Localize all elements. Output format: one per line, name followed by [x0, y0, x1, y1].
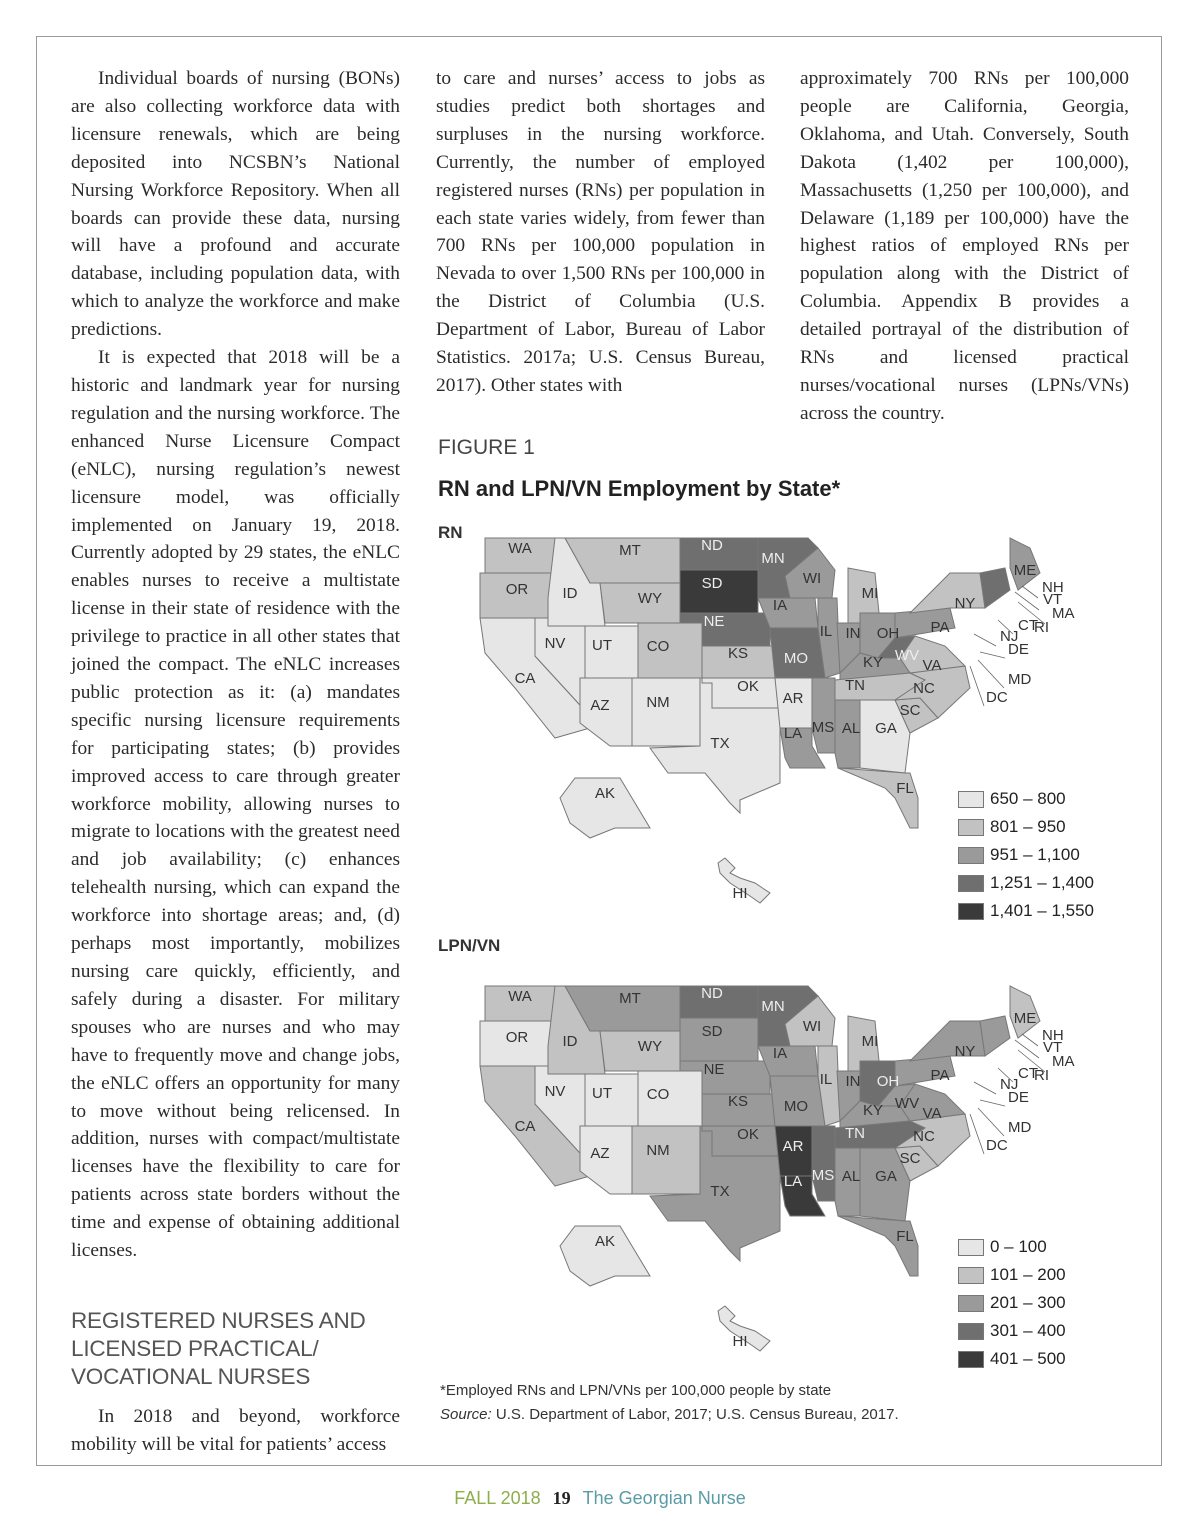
state-label-la: LA [783, 1173, 803, 1190]
state-label-va: VA [922, 1105, 942, 1122]
state-new-england-small [980, 568, 1010, 608]
state-label-ky: KY [862, 1102, 884, 1119]
state-nm [632, 678, 700, 746]
state-label-al: AL [841, 720, 861, 737]
state-label-wi: WI [802, 570, 822, 587]
state-label-sd: SD [701, 575, 723, 592]
legend-swatch [958, 1267, 984, 1284]
state-label-az: AZ [590, 1145, 610, 1162]
leader-line-vt [1015, 1040, 1039, 1058]
state-label-id: ID [562, 585, 578, 602]
state-label-ut: UT [592, 637, 612, 654]
state-label-nm: NM [646, 694, 670, 711]
state-label-az: AZ [590, 697, 610, 714]
state-label-tn: TN [845, 677, 865, 694]
state-label-md: MD [1008, 1119, 1032, 1136]
legend-swatch [958, 1239, 984, 1256]
paragraph: Individual boards of nursing (BONs) are also collecting workforce data with licensure renewals, which are being deposited into NCSBN’s National Nursing Workforce Repository. When all boards can provide these data, nursing will have a profound and accurate database, including population data, with which to analyze the workforce and make predictions. [71, 68, 400, 341]
paragraph: to care and nurses’ access to jobs as studies predict both shortages and surpluses in the nursing workforce. Currently, the number of employed registered nurses (RNs) per population in each state varies widely, from fewer than 700 RNs per 100,000 population in Nevada to over 1,500 RNs per 100,000 in the District of Columbia (U.S. Department of Labor, Bureau of Labor Statistics. 2017a; U.S. Census Bureau, 2017). Other states with [436, 68, 765, 396]
state-label-wa: WA [508, 540, 532, 557]
rn-map-label: RN [438, 523, 463, 542]
state-label-nv: NV [544, 635, 566, 652]
state-label-in: IN [845, 625, 861, 642]
state-label-co: CO [646, 1086, 670, 1103]
state-label-la: LA [783, 725, 803, 742]
lpn-map-label: LPN/VN [438, 936, 501, 955]
legend-label: 101 – 200 [990, 1265, 1066, 1284]
state-label-de: DE [1008, 641, 1029, 658]
state-label-ak: AK [594, 1233, 616, 1250]
state-label-ia: IA [772, 1045, 788, 1062]
state-label-me: ME [1013, 562, 1037, 579]
leader-line-nh [1022, 586, 1038, 598]
state-label-de: DE [1008, 1089, 1029, 1106]
legend-item [958, 869, 1094, 897]
state-label-mo: MO [783, 650, 809, 667]
legend-item [958, 785, 1094, 813]
state-label-mo: MO [783, 1098, 809, 1115]
state-label-ar: AR [782, 1138, 804, 1155]
state-label-nj: NJ [1000, 1076, 1019, 1093]
leader-line-dc [970, 666, 984, 706]
state-label-hi: HI [732, 885, 748, 902]
legend-label: 0 – 100 [990, 1237, 1047, 1256]
legend-label: 1,401 – 1,550 [990, 901, 1094, 920]
state-label-tn: TN [845, 1125, 865, 1142]
state-label-oh: OH [876, 625, 900, 642]
state-label-ut: UT [592, 1085, 612, 1102]
state-label-mt: MT [619, 542, 641, 559]
legend-item [958, 841, 1094, 869]
state-label-ok: OK [737, 678, 759, 695]
legend-label: 401 – 500 [990, 1349, 1066, 1368]
state-label-ms: MS [811, 1167, 835, 1184]
state-label-ks: KS [727, 645, 749, 662]
legend-label: 201 – 300 [990, 1293, 1066, 1312]
figure-footnote: *Employed RNs and LPN/VNs per 100,000 people by state [440, 1382, 832, 1399]
state-label-ia: IA [772, 597, 788, 614]
state-label-mi: MI [861, 1033, 879, 1050]
text-column-2 [436, 65, 765, 400]
state-label-ne: NE [703, 1061, 725, 1078]
state-label-ct: CT [1018, 1065, 1038, 1082]
state-label-dc: DC [986, 689, 1008, 706]
state-label-ca: CA [514, 670, 536, 687]
state-label-il: IL [819, 623, 833, 640]
state-label-nc: NC [913, 1128, 935, 1145]
state-label-nv: NV [544, 1083, 566, 1100]
state-label-mn: MN [761, 998, 785, 1015]
state-label-or: OR [505, 581, 529, 598]
state-label-ok: OK [737, 1126, 759, 1143]
section-heading: REGISTERED NURSES AND LICENSED PRACTICAL/ VOCATIONAL NURSES [71, 1307, 366, 1389]
text-column-3 [800, 65, 1129, 428]
leader-line-de [980, 652, 1005, 658]
footer-season: FALL 2018 [454, 1488, 541, 1508]
state-label-ms: MS [811, 719, 835, 736]
legend-swatch [958, 847, 984, 864]
state-label-mi: MI [861, 585, 879, 602]
page-footer [0, 1488, 1200, 1509]
state-label-ny: NY [954, 1043, 976, 1060]
legend-item [958, 1345, 1066, 1373]
legend-item [958, 1261, 1066, 1289]
state-label-ak: AK [594, 785, 616, 802]
figure-source [440, 1406, 899, 1423]
state-label-ny: NY [954, 595, 976, 612]
state-label-il: IL [819, 1071, 833, 1088]
publication-name: The Georgian Nurse [582, 1488, 746, 1508]
state-label-sc: SC [899, 1150, 921, 1167]
legend-swatch [958, 1295, 984, 1312]
state-label-wv: WV [894, 1095, 920, 1112]
text-column-1 [71, 65, 400, 1459]
legend-label: 301 – 400 [990, 1321, 1066, 1340]
legend-swatch [958, 903, 984, 920]
state-label-sd: SD [701, 1023, 723, 1040]
state-label-mt: MT [619, 990, 641, 1007]
leader-line-md [978, 660, 1004, 688]
state-label-or: OR [505, 1029, 529, 1046]
state-label-nm: NM [646, 1142, 670, 1159]
state-label-pa: PA [930, 619, 950, 636]
state-nm [632, 1126, 700, 1194]
state-label-fl: FL [896, 780, 914, 797]
paragraph: In 2018 and beyond, workforce mobility will be vital for patients’ access [71, 1405, 400, 1455]
leader-line-nh [1022, 1034, 1038, 1046]
legend-swatch [958, 1351, 984, 1368]
state-label-ks: KS [727, 1093, 749, 1110]
state-label-in: IN [845, 1073, 861, 1090]
state-label-md: MD [1008, 671, 1032, 688]
state-label-me: ME [1013, 1010, 1037, 1027]
paragraph: approximately 700 RNs per 100,000 people are California, Georgia, Oklahoma, and Utah. Conversely, South Dakota (1,402 per 100,000), Massachusetts (1,250 per 100,000), and Delaware (1,189 per 100,000) have the highest ratios of employed RNs per population along with the District of Columbia. Appendix B provides a detailed portrayal of the distribution of RNs and licensed practical nurses/vocational nurses (LPNs/VNs) across the country. [800, 68, 1129, 424]
state-label-ma: MA [1052, 1053, 1075, 1070]
state-label-dc: DC [986, 1137, 1008, 1154]
legend-item [958, 813, 1094, 841]
state-label-pa: PA [930, 1067, 950, 1084]
state-fl [838, 1216, 918, 1276]
rn-legend [958, 785, 1094, 925]
paragraph: It is expected that 2018 will be a historic and landmark year for nursing regulation and the nursing workforce. The enhanced Nurse Licensure Compact (eNLC), nursing regulation’s newest licensure model, was officially implemented on January 19, 2018. Currently adopted by 29 states, the eNLC enables nurses to receive a multistate license in their state of residence with the privilege to practice in all other states that joined the compact. The eNLC increases public protection as it: (a) mandates specific nursing licensure requirements for participating states; (b) provides improved access to care through greater workforce mobility, allowing nurses to migrate to locations with the greatest need and job availability; (c) enhances telehealth nursing, which can expand the workforce into shortage areas; and, (d) perhaps most importantly, mobilizes nursing care quickly, efficiently, and safely during a disaster. For military spouses who are nurses and who may have to frequently move and change jobs, the eNLC offers an opportunity for many to move without being relicensed. In addition, nurses with compact/multistate licenses have the flexibility to care for patients across state borders without the time and expense of obtaining additional licenses. [71, 347, 400, 1262]
legend-label: 801 – 950 [990, 817, 1066, 836]
figure-title: RN and LPN/VN Employment by State* [438, 476, 841, 501]
lpn-legend [958, 1233, 1066, 1373]
state-label-vt: VT [1043, 1039, 1063, 1056]
legend-item [958, 1233, 1066, 1261]
state-label-id: ID [562, 1033, 578, 1050]
legend-swatch [958, 875, 984, 892]
state-label-sc: SC [899, 702, 921, 719]
source-text: U.S. Department of Labor, 2017; U.S. Census Bureau, 2017. [491, 1406, 899, 1423]
state-label-nj: NJ [1000, 628, 1019, 645]
state-ms [812, 678, 835, 753]
state-label-wy: WY [637, 590, 663, 607]
state-label-ga: GA [875, 720, 897, 737]
state-label-nh: NH [1042, 1027, 1064, 1044]
state-label-ma: MA [1052, 605, 1075, 622]
figure-label: FIGURE 1 [438, 436, 535, 459]
state-label-co: CO [646, 638, 670, 655]
state-fl [838, 768, 918, 828]
state-label-ga: GA [875, 1168, 897, 1185]
legend-item [958, 1289, 1066, 1317]
state-label-nd: ND [701, 985, 723, 1002]
state-label-oh: OH [876, 1073, 900, 1090]
legend-swatch [958, 1323, 984, 1340]
leader-line-nj [974, 634, 996, 646]
state-label-nh: NH [1042, 579, 1064, 596]
leader-line-vt [1015, 592, 1039, 610]
state-label-ne: NE [703, 613, 725, 630]
legend-swatch [958, 791, 984, 808]
state-label-wv: WV [894, 647, 920, 664]
legend-label: 650 – 800 [990, 789, 1066, 808]
state-label-tx: TX [710, 735, 730, 752]
state-label-vt: VT [1043, 591, 1063, 608]
legend-item [958, 897, 1094, 925]
state-label-hi: HI [732, 1333, 748, 1350]
page-number: 19 [552, 1488, 571, 1508]
state-label-nc: NC [913, 680, 935, 697]
state-label-ky: KY [862, 654, 884, 671]
state-label-ca: CA [514, 1118, 536, 1135]
leader-line-md [978, 1108, 1004, 1136]
leader-line-nj [974, 1082, 996, 1094]
legend-swatch [958, 819, 984, 836]
state-label-wy: WY [637, 1038, 663, 1055]
state-new-england-small [980, 1016, 1010, 1056]
state-label-wi: WI [802, 1018, 822, 1035]
leader-line-dc [970, 1114, 984, 1154]
state-ms [812, 1126, 835, 1201]
state-label-ar: AR [782, 690, 804, 707]
state-label-ri: RI [1034, 619, 1049, 636]
state-label-va: VA [922, 657, 942, 674]
legend-item [958, 1317, 1066, 1345]
legend-label: 951 – 1,100 [990, 845, 1080, 864]
source-label: Source: [440, 1406, 492, 1423]
legend-label: 1,251 – 1,400 [990, 873, 1094, 892]
state-label-al: AL [841, 1168, 861, 1185]
state-label-mn: MN [761, 550, 785, 567]
state-label-nd: ND [701, 537, 723, 554]
state-label-wa: WA [508, 988, 532, 1005]
state-label-ri: RI [1034, 1067, 1049, 1084]
state-label-ct: CT [1018, 617, 1038, 634]
state-label-tx: TX [710, 1183, 730, 1200]
state-label-fl: FL [896, 1228, 914, 1245]
leader-line-de [980, 1100, 1005, 1106]
